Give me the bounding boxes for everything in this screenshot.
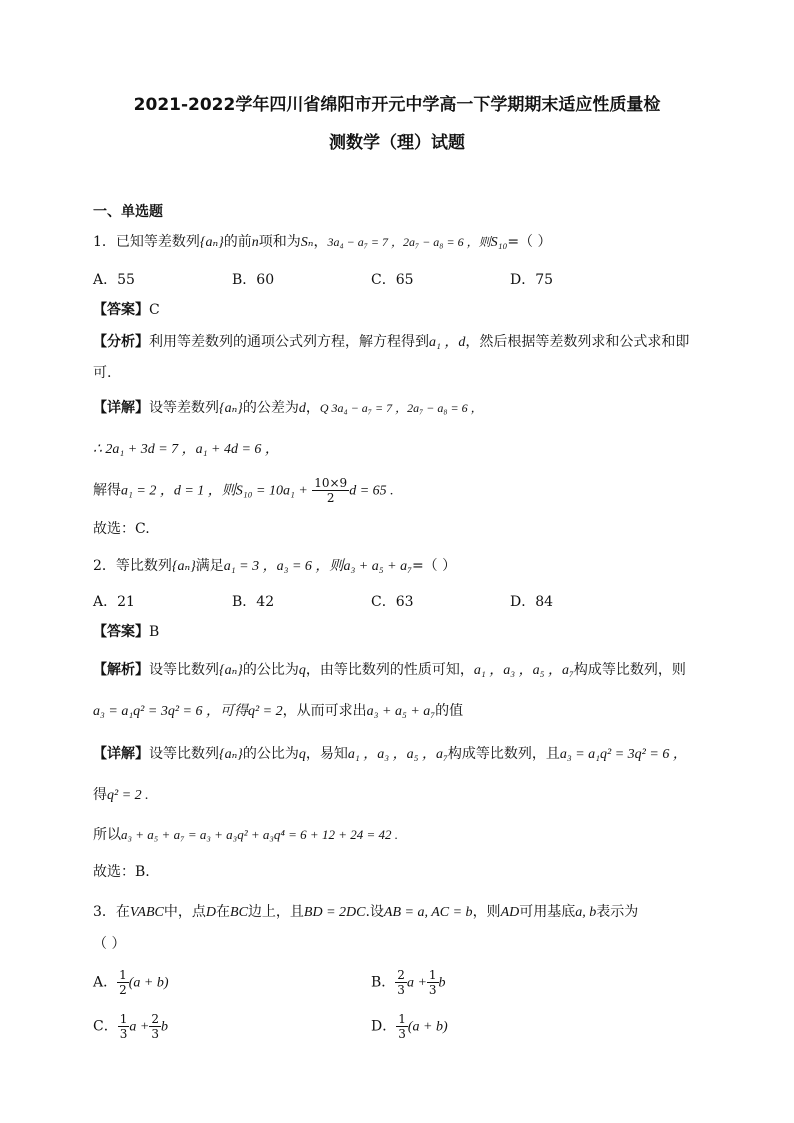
q3-option-c bbox=[93, 1012, 168, 1041]
q1-detail-line1: 【详解】设等差数列{aₙ}的公差为d，Q 3a₄ − a₇ = 7 ，2a₇ − a₈ = 6 ， bbox=[93, 400, 483, 416]
q3-opt-a-expr: (a + b) bbox=[128, 975, 169, 991]
q2-expr: a₃ + a₅ + a₇ bbox=[343, 559, 412, 574]
q1-conclusion: 故选：C. bbox=[93, 521, 150, 537]
q2-stem-mid: 满足 bbox=[195, 558, 224, 574]
q2-answer-value: B bbox=[149, 624, 160, 640]
q2-stem bbox=[93, 556, 456, 577]
frac-num: 1 bbox=[119, 1012, 128, 1026]
q2-analysis-text: 设等比数列 bbox=[149, 662, 219, 678]
q2-answer-tag: 【答案】 bbox=[93, 624, 149, 640]
frac-num: 1 bbox=[119, 968, 127, 982]
q2-detail-text-e: 构成等比数列，且 bbox=[447, 746, 560, 762]
q2-option-a: A．21 bbox=[93, 594, 135, 610]
q2-detail-de: 得 bbox=[93, 787, 107, 803]
q2-detail-line3 bbox=[93, 825, 398, 845]
q2-analysis-text-b: 的公比为 bbox=[242, 662, 299, 678]
q1-detail-d: d bbox=[298, 401, 306, 416]
q2-detail-text: 设等比数列 bbox=[149, 746, 219, 762]
q3-opt-c-expr2: b bbox=[160, 1019, 168, 1035]
q3-bc: BC bbox=[230, 905, 248, 920]
q3-triangle: VABC bbox=[129, 905, 164, 920]
q1-option-c: C．65 bbox=[371, 272, 414, 288]
q1-analysis-tag: 【分析】 bbox=[93, 334, 149, 350]
q1-cond: 3a₄ − a₇ = 7 ，2a₇ − a₈ = 6 ，则 bbox=[327, 235, 491, 249]
q2-detail-text-b: 的公比为 bbox=[242, 746, 299, 762]
q3-relation: BD = 2DC bbox=[303, 905, 366, 920]
q1-detail-line3 bbox=[93, 476, 394, 505]
q3-stem bbox=[93, 902, 638, 923]
frac-num: 2 bbox=[397, 968, 405, 982]
q1-answer-value: C bbox=[149, 302, 160, 318]
q3-opt-c-frac2 bbox=[149, 1012, 161, 1041]
q3-opt-d-frac bbox=[396, 1012, 408, 1041]
q3-paren: （ ） bbox=[93, 936, 126, 952]
q1-stem-end: =（ ） bbox=[507, 234, 552, 250]
q2-detail-suoyi: 所以 bbox=[93, 827, 121, 843]
q1-analysis-text: 利用等差数列的通项公式列方程，解方程得到 bbox=[149, 334, 429, 350]
frac-den: 3 bbox=[119, 1027, 128, 1041]
q1-n: n bbox=[251, 235, 259, 250]
frac-num: 1 bbox=[398, 1012, 406, 1026]
q2-detail-eq: a₃ = a₁q² = 3q² = 6 ， bbox=[559, 747, 687, 762]
q2-analysis-q2: q² = 2 bbox=[247, 704, 283, 719]
q2-analysis-seq: {aₙ} bbox=[219, 663, 243, 678]
q2-stem-prefix: 2．等比数列 bbox=[93, 558, 172, 574]
q3-base: a, b bbox=[575, 905, 597, 920]
frac-num: 2 bbox=[151, 1012, 159, 1026]
q1-frac-den: 2 bbox=[326, 491, 335, 505]
q1-detail-line2: ∴ 2a₁ + 3d = 7 ，a₁ + 4d = 6 ， bbox=[93, 442, 279, 457]
frac-den: 2 bbox=[119, 983, 127, 997]
q1-frac-num: 10×9 bbox=[314, 476, 348, 490]
q3-stem-mid5: ，则 bbox=[472, 904, 501, 920]
q1-option-b: B．60 bbox=[232, 272, 275, 288]
q3-stem-mid: 中，点 bbox=[163, 904, 206, 920]
q2-stem-end: =（ ） bbox=[411, 558, 457, 574]
q1-detail-seq: {aₙ} bbox=[219, 401, 243, 416]
q3-option-b bbox=[371, 968, 446, 997]
q1-detail-text-b: 的公差为 bbox=[242, 400, 299, 416]
q3-opt-d-expr: (a + b) bbox=[407, 1019, 448, 1035]
q1-detail-text: 设等差数列 bbox=[149, 400, 219, 416]
q1-stem-prefix: 1．已知等差数列 bbox=[93, 234, 200, 250]
q3-stem-prefix: 3．在 bbox=[93, 904, 130, 920]
q2-detail-q2: q² = 2 . bbox=[107, 788, 149, 803]
frac-den: 3 bbox=[397, 983, 405, 997]
frac-num: 1 bbox=[428, 968, 437, 982]
q2-conclusion: 故选：B. bbox=[93, 864, 150, 880]
q2-analysis-expr: a₃ + a₅ + a₇ bbox=[366, 704, 436, 719]
frac-den: 3 bbox=[428, 983, 437, 997]
q3-vectors: AB = a, AC = b bbox=[383, 905, 473, 920]
q3-option-a bbox=[93, 968, 169, 997]
q3-opt-b-frac1 bbox=[395, 968, 407, 997]
q1-answer bbox=[93, 300, 160, 320]
q3-opt-b-expr2: b bbox=[438, 975, 446, 991]
q3-opt-a-label: A． bbox=[93, 974, 118, 991]
q1-detail-cond: Q 3a₄ − a₇ = 7 ，2a₇ − a₈ = 6 ， bbox=[319, 401, 483, 415]
q1-detail-values: a₁ = 2 ，d = 1 ，则 bbox=[121, 483, 236, 499]
q2-option-d: D．84 bbox=[510, 594, 554, 610]
q3-opt-c-label: C． bbox=[93, 1018, 118, 1035]
page-title: 2021-2022学年四川省绵阳市开元中学高一下学期期末适应性质量检 bbox=[133, 95, 661, 115]
q1-detail-solve: 解得 bbox=[93, 482, 121, 499]
q1-a1d: a₁ ，d bbox=[429, 335, 466, 350]
q2-analysis-text-e: 构成等比数列，则 bbox=[573, 662, 686, 678]
q2-option-c: C．63 bbox=[371, 594, 414, 610]
q1-detail-result: d = 65 . bbox=[349, 483, 394, 499]
q1-option-a: A．55 bbox=[93, 272, 135, 288]
frac-den: 3 bbox=[398, 1027, 406, 1041]
q1-detail-fraction bbox=[312, 476, 349, 505]
q1-answer-tag: 【答案】 bbox=[93, 302, 149, 318]
q1-analysis-line1 bbox=[93, 332, 689, 353]
q2-detail-terms: a₁ ，a₃ ，a₅ ，a₇ bbox=[347, 747, 448, 762]
q2-detail-tag: 【详解】 bbox=[93, 746, 149, 762]
q3-opt-b-frac2 bbox=[427, 968, 439, 997]
q2-analysis-text2c: ，从而可求出 bbox=[282, 703, 367, 719]
q1-seq: {aₙ} bbox=[199, 235, 224, 250]
q3-opt-a-frac bbox=[117, 968, 129, 997]
q3-stem-mid2: 在 bbox=[216, 904, 231, 920]
q3-opt-c-expr1: a + bbox=[129, 1019, 150, 1035]
q2-answer bbox=[93, 622, 159, 642]
q2-detail-text-c: ，易知 bbox=[305, 746, 348, 762]
q2-seq: {aₙ} bbox=[171, 559, 196, 574]
q3-opt-b-expr1: a + bbox=[406, 975, 427, 991]
q3-opt-b-label: B． bbox=[371, 974, 396, 991]
q2-analysis-line1 bbox=[93, 660, 686, 681]
q3-opt-c-frac1 bbox=[118, 1012, 130, 1041]
q2-detail-q: q bbox=[298, 747, 306, 762]
q1-analysis-line2: 可. bbox=[93, 365, 112, 381]
q3-stem-mid4: .设 bbox=[365, 904, 384, 920]
frac-den: 3 bbox=[151, 1027, 159, 1041]
page-subtitle: 测数学（理）试题 bbox=[329, 133, 465, 153]
q3-opt-d-label: D． bbox=[371, 1018, 397, 1035]
q3-stem-mid6: 可用基底 bbox=[519, 904, 576, 920]
q2-analysis-text2e: 的值 bbox=[435, 703, 464, 719]
q2-detail-sum: a₃ + a₅ + a₇ = a₃ + a₃q² + a₃q⁴ = 6 + 12 + 24 = 42 . bbox=[121, 827, 398, 842]
q3-option-d bbox=[371, 1012, 448, 1041]
q1-stem: 1．已知等差数列{aₙ}的前n项和为Sₙ，3a₄ − a₇ = 7 ，2a₇ − a₈ = 6 ，则S₁₀=（ ） bbox=[93, 234, 552, 250]
q1-detail-s10: S₁₀ = 10a₁ + bbox=[235, 483, 308, 499]
q3-ad: AD bbox=[500, 905, 520, 920]
q2-analysis-line2 bbox=[93, 701, 463, 722]
q3-stem-mid3: 边上，且 bbox=[247, 904, 304, 920]
section-heading: 一、单选题 bbox=[93, 204, 163, 220]
q1-sn: Sₙ bbox=[300, 235, 314, 250]
q2-analysis-tag: 【解析】 bbox=[93, 662, 149, 678]
q1-stem-mid2: 项和为 bbox=[258, 234, 301, 250]
q3-point-d: D bbox=[205, 905, 217, 920]
q2-detail-line1 bbox=[93, 744, 687, 765]
q2-analysis-eq: a₃ = a₁q² = 3q² = 6 ，可得 bbox=[93, 704, 248, 719]
q2-analysis-terms: a₁ ，a₃ ，a₅ ，a₇ bbox=[473, 663, 574, 678]
q2-analysis-text-c: ，由等比数列的性质可知， bbox=[305, 662, 474, 678]
q1-option-d: D．75 bbox=[510, 272, 554, 288]
q1-stem-mid: 的前 bbox=[223, 234, 252, 250]
q2-detail-line2 bbox=[93, 785, 149, 806]
q1-detail-tag: 【详解】 bbox=[93, 400, 149, 416]
q1-s10: S₁₀ bbox=[490, 235, 508, 250]
q3-stem-end: 表示为 bbox=[596, 904, 639, 920]
q2-analysis-q: q bbox=[298, 663, 306, 678]
q2-cond: a₁ = 3 ，a₃ = 6 ，则 bbox=[223, 559, 344, 574]
q2-detail-seq: {aₙ} bbox=[219, 747, 243, 762]
q1-analysis-text-b: ，然后根据等差数列求和公式求和即 bbox=[465, 334, 690, 350]
q2-option-b: B．42 bbox=[232, 594, 275, 610]
